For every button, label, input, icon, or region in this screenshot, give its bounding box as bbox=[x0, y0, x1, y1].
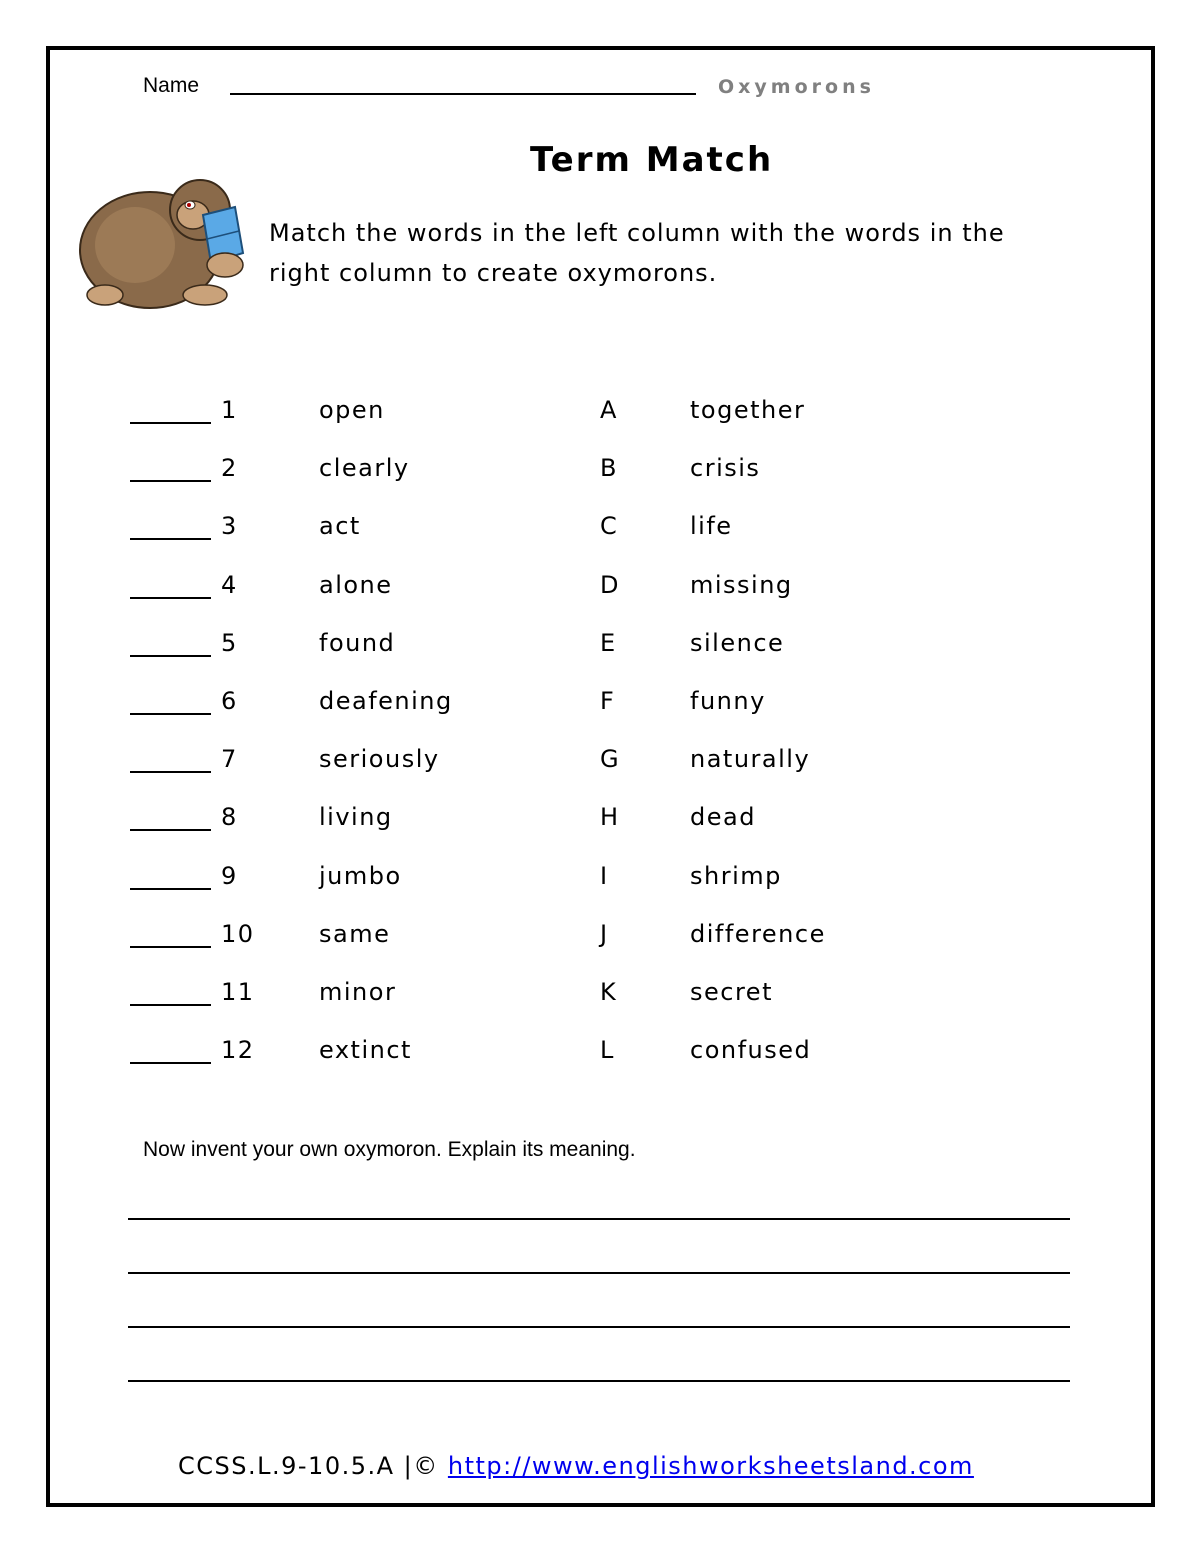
item-number: 10 bbox=[221, 919, 255, 948]
item-number: 7 bbox=[221, 745, 238, 774]
choice-letter: E bbox=[600, 628, 617, 657]
right-word: missing bbox=[690, 570, 793, 599]
right-word: silence bbox=[690, 628, 785, 657]
choice-letter: H bbox=[600, 803, 620, 832]
left-word: alone bbox=[319, 570, 393, 599]
choice-letter: B bbox=[600, 454, 618, 483]
item-number: 2 bbox=[221, 454, 238, 483]
left-word: open bbox=[319, 396, 385, 424]
right-word: difference bbox=[690, 919, 826, 948]
choice-letter: F bbox=[600, 687, 616, 715]
match-row bbox=[0, 629, 1200, 669]
right-word: confused bbox=[690, 1036, 812, 1065]
answer-line[interactable] bbox=[128, 1218, 1070, 1220]
choice-letter: J bbox=[600, 919, 609, 948]
answer-blank[interactable] bbox=[130, 1004, 211, 1006]
left-word: extinct bbox=[319, 1036, 412, 1065]
item-number: 3 bbox=[221, 512, 238, 541]
standard-code: CCSS.L.9-10.5.A |© bbox=[178, 1452, 439, 1480]
gorilla-reading-book-icon bbox=[75, 165, 255, 315]
right-word: naturally bbox=[690, 745, 811, 774]
right-word: shrimp bbox=[690, 861, 782, 890]
left-word: same bbox=[319, 919, 391, 948]
item-number: 6 bbox=[221, 687, 238, 715]
right-word: crisis bbox=[690, 454, 761, 483]
left-word: deafening bbox=[319, 687, 453, 715]
answer-line[interactable] bbox=[128, 1326, 1070, 1328]
right-word: dead bbox=[690, 803, 756, 832]
answer-blank[interactable] bbox=[130, 713, 211, 715]
worksheet-title: Term Match bbox=[530, 140, 774, 180]
website-link[interactable]: http://www.englishworksheetsland.com bbox=[447, 1452, 974, 1480]
choice-letter: L bbox=[600, 1036, 615, 1065]
answer-blank[interactable] bbox=[130, 829, 211, 831]
answer-blank[interactable] bbox=[130, 771, 211, 773]
name-label: Name bbox=[143, 74, 200, 97]
choice-letter: I bbox=[600, 861, 609, 890]
left-word: living bbox=[319, 803, 393, 832]
match-row bbox=[0, 396, 1200, 436]
choice-letter: A bbox=[600, 396, 618, 424]
match-row bbox=[0, 920, 1200, 960]
answer-blank[interactable] bbox=[130, 422, 211, 424]
match-row bbox=[0, 687, 1200, 727]
choice-letter: K bbox=[600, 978, 618, 1006]
right-word: secret bbox=[690, 978, 773, 1006]
item-number: 12 bbox=[221, 1036, 255, 1065]
answer-line[interactable] bbox=[128, 1272, 1070, 1274]
right-word: together bbox=[690, 396, 806, 424]
choice-letter: D bbox=[600, 570, 620, 599]
item-number: 5 bbox=[221, 628, 238, 657]
item-number: 4 bbox=[221, 570, 238, 599]
left-word: minor bbox=[319, 978, 397, 1006]
footer bbox=[178, 1452, 974, 1480]
answer-blank[interactable] bbox=[130, 655, 211, 657]
topic-label: Oxymorons bbox=[718, 76, 875, 98]
answer-blank[interactable] bbox=[130, 946, 211, 948]
item-number: 11 bbox=[221, 978, 255, 1006]
answer-blank[interactable] bbox=[130, 597, 211, 599]
match-row bbox=[0, 512, 1200, 552]
left-word: seriously bbox=[319, 745, 440, 774]
answer-blank[interactable] bbox=[130, 1062, 211, 1064]
answer-blank[interactable] bbox=[130, 888, 211, 890]
match-row bbox=[0, 454, 1200, 494]
left-word: clearly bbox=[319, 454, 410, 483]
name-input-line[interactable] bbox=[230, 93, 696, 95]
left-word: found bbox=[319, 628, 396, 657]
answer-blank[interactable] bbox=[130, 538, 211, 540]
item-number: 9 bbox=[221, 861, 238, 890]
item-number: 1 bbox=[221, 396, 238, 424]
left-word: jumbo bbox=[319, 861, 402, 890]
match-row bbox=[0, 571, 1200, 611]
match-row bbox=[0, 862, 1200, 902]
writing-prompt: Now invent your own oxymoron. Explain its meaning. bbox=[143, 1138, 636, 1161]
match-row bbox=[0, 1036, 1200, 1076]
answer-blank[interactable] bbox=[130, 480, 211, 482]
item-number: 8 bbox=[221, 803, 238, 832]
right-word: life bbox=[690, 512, 733, 541]
answer-line[interactable] bbox=[128, 1380, 1070, 1382]
match-row bbox=[0, 803, 1200, 843]
match-row bbox=[0, 978, 1200, 1018]
left-word: act bbox=[319, 512, 361, 541]
choice-letter: C bbox=[600, 512, 619, 541]
choice-letter: G bbox=[600, 745, 621, 774]
right-word: funny bbox=[690, 687, 766, 715]
match-row bbox=[0, 745, 1200, 785]
instructions-text: Match the words in the left column with the words in the right column to create oxymorons. bbox=[269, 219, 1005, 287]
